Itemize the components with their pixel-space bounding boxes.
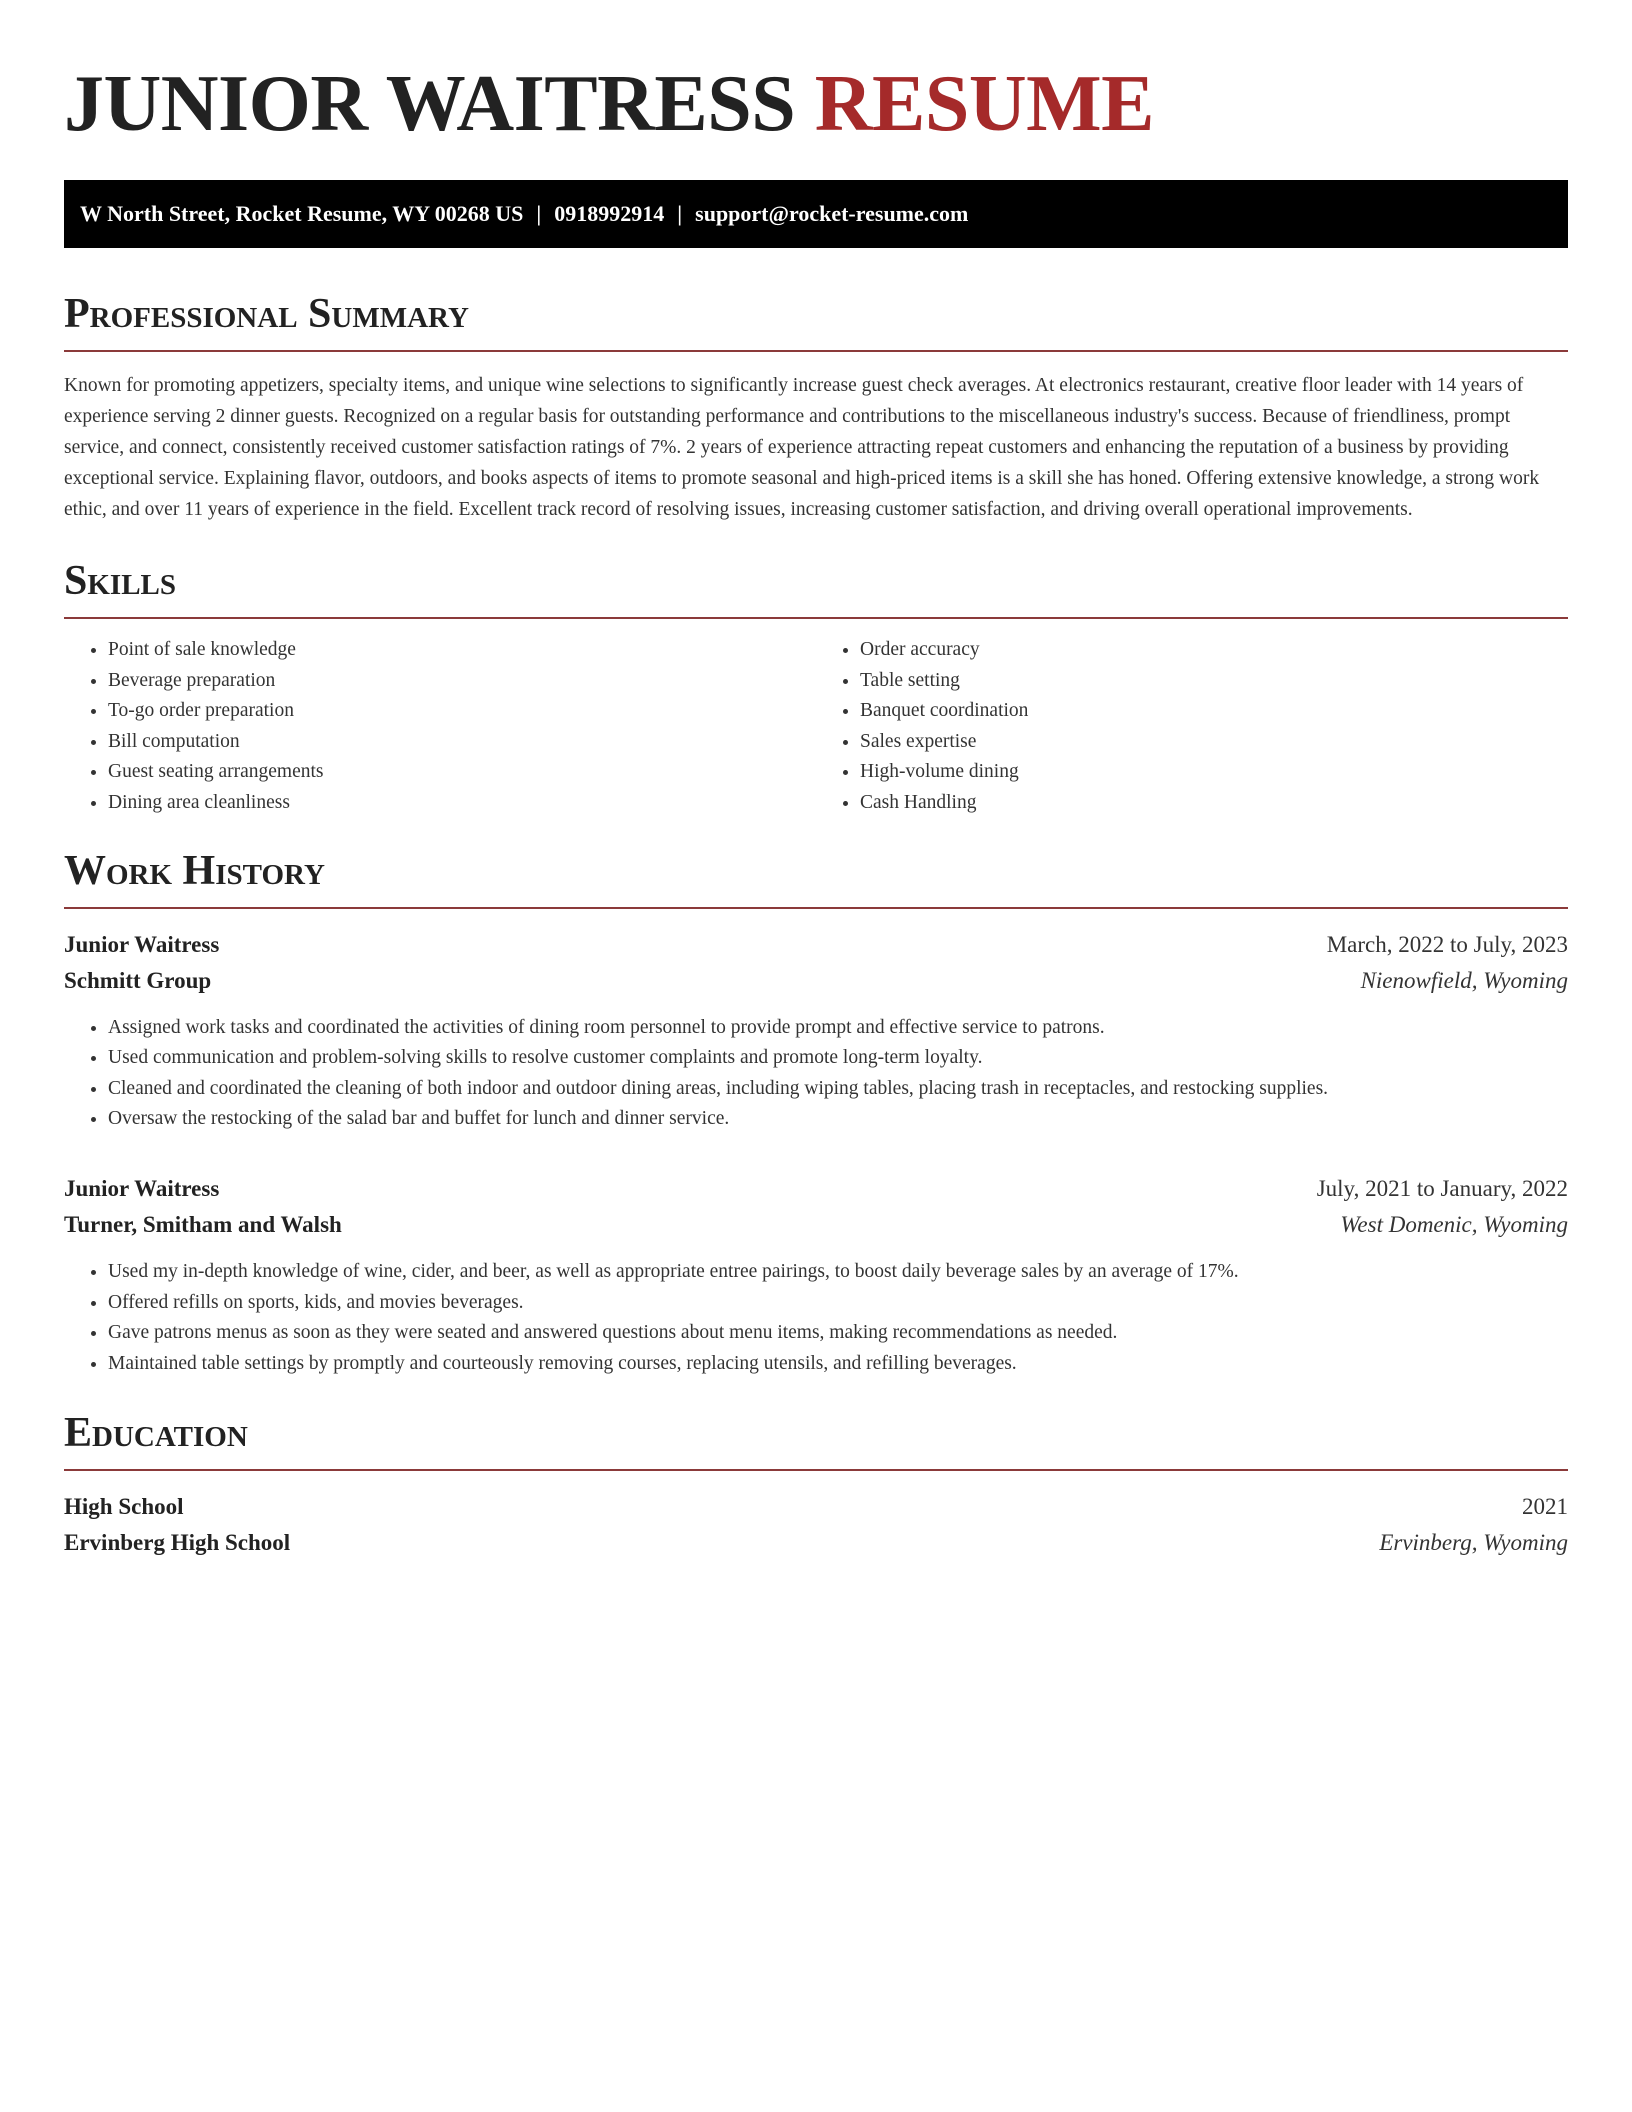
- job-location: Nienowfield, Wyoming: [1360, 967, 1568, 993]
- skill-item: • High-volume dining: [860, 757, 1568, 788]
- skill-item: • To-go order preparation: [108, 696, 816, 727]
- education-school-row: [64, 1525, 1568, 1561]
- education-section: [64, 1411, 1568, 1561]
- skills-list-left: [64, 635, 816, 819]
- education-year: 2021: [1522, 1494, 1568, 1520]
- job-bullet: • Offered refills on sports, kids, and movies beverages.: [108, 1288, 1568, 1319]
- job-bullet: • Assigned work tasks and coordinated the activities of dining room personnel to provide prompt and effective service to patrons.: [108, 1013, 1568, 1044]
- job-dates: March, 2022 to July, 2023: [1326, 931, 1568, 957]
- resume-title: [64, 0, 1568, 152]
- title-main: JUNIOR WAITRESS: [64, 60, 796, 148]
- job-company-row: [64, 1207, 1568, 1243]
- contact-address: W North Street, Rocket Resume, WY 00268 US: [80, 201, 524, 226]
- skill-item: • Bill computation: [108, 727, 816, 758]
- skills-columns: [64, 635, 1568, 819]
- contact-phone: 0918992914: [554, 201, 665, 226]
- education-degree-row: [64, 1489, 1568, 1525]
- skills-heading: Skills: [64, 559, 1568, 619]
- job-title: Junior Waitress: [64, 931, 220, 957]
- job-entry: [64, 927, 1568, 1135]
- job-location: West Domenic, Wyoming: [1340, 1211, 1568, 1237]
- skill-item: • Dining area cleanliness: [108, 788, 816, 819]
- title-accent: RESUME: [814, 60, 1155, 148]
- job-bullet: • Maintained table settings by promptly and courteously removing courses, replacing utensils, and refilling beverages.: [108, 1349, 1568, 1380]
- work-section: [64, 849, 1568, 1380]
- education-school: Ervinberg High School: [64, 1530, 291, 1556]
- contact-bar: [64, 180, 1568, 248]
- work-heading: Work History: [64, 849, 1568, 909]
- job-entry: [64, 1171, 1568, 1379]
- education-heading: Education: [64, 1411, 1568, 1471]
- job-company: Schmitt Group: [64, 967, 212, 993]
- skill-item: • Table setting: [860, 666, 1568, 697]
- job-bullet: • Used communication and problem-solving skills to resolve customer complaints and promote long-term loyalty.: [108, 1043, 1568, 1074]
- skill-item: • Point of sale knowledge: [108, 635, 816, 666]
- skill-item: • Banquet coordination: [860, 696, 1568, 727]
- skill-item: • Order accuracy: [860, 635, 1568, 666]
- job-company: Turner, Smitham and Walsh: [64, 1211, 342, 1237]
- job-bullet: • Used my in-depth knowledge of wine, cider, and beer, as well as appropriate entree pairings, to boost daily beverage sales by an average of 17%.: [108, 1257, 1568, 1288]
- education-entry: [64, 1489, 1568, 1561]
- summary-heading: Professional Summary: [64, 292, 1568, 352]
- job-dates: July, 2021 to January, 2022: [1316, 1175, 1568, 1201]
- job-company-row: [64, 963, 1568, 999]
- skills-section: [64, 559, 1568, 819]
- contact-separator: |: [677, 201, 683, 226]
- summary-text: Known for promoting appetizers, specialty items, and unique wine selections to significantly increase guest check averages. At electronics restaurant, creative floor leader with 14 years of experience serving 2 dinner guests. Recognized on a regular basis for outstanding performance and contributions to the miscellaneous industry's success. Because of friendliness, prompt service, and connect, consistently received customer satisfaction ratings of 7%. 2 years of experience attracting repeat customers and enhancing the reputation of a business by providing exceptional service. Explaining flavor, outdoors, and books aspects of items to promote seasonal and high-priced items is a skill she has honed. Offering extensive knowledge, a strong work ethic, and over 11 years of experience in the field. Excellent track record of resolving issues, increasing customer satisfaction, and driving overall operational improvements.: [64, 375, 1540, 520]
- skill-item: • Guest seating arrangements: [108, 757, 816, 788]
- job-title: Junior Waitress: [64, 1175, 220, 1201]
- contact-separator: |: [536, 201, 542, 226]
- job-bullet: • Oversaw the restocking of the salad bar and buffet for lunch and dinner service.: [108, 1104, 1568, 1135]
- summary-section: [64, 292, 1568, 525]
- education-location: Ervinberg, Wyoming: [1379, 1530, 1568, 1556]
- job-bullets: [64, 1257, 1568, 1379]
- job-bullet: • Cleaned and coordinated the cleaning of both indoor and outdoor dining areas, including wiping tables, placing trash in receptacles, and restocking supplies.: [108, 1074, 1568, 1105]
- job-bullets: [64, 1013, 1568, 1135]
- skills-list-right: [816, 635, 1568, 819]
- job-title-row: [64, 1171, 1568, 1207]
- contact-email[interactable]: support@rocket-resume.com: [695, 201, 969, 226]
- job-bullet: • Gave patrons menus as soon as they were seated and answered questions about menu items, making recommendations as needed.: [108, 1318, 1568, 1349]
- skill-item: • Sales expertise: [860, 727, 1568, 758]
- education-degree: High School: [64, 1494, 184, 1520]
- job-title-row: [64, 927, 1568, 963]
- skill-item: • Beverage preparation: [108, 666, 816, 697]
- skill-item: • Cash Handling: [860, 788, 1568, 819]
